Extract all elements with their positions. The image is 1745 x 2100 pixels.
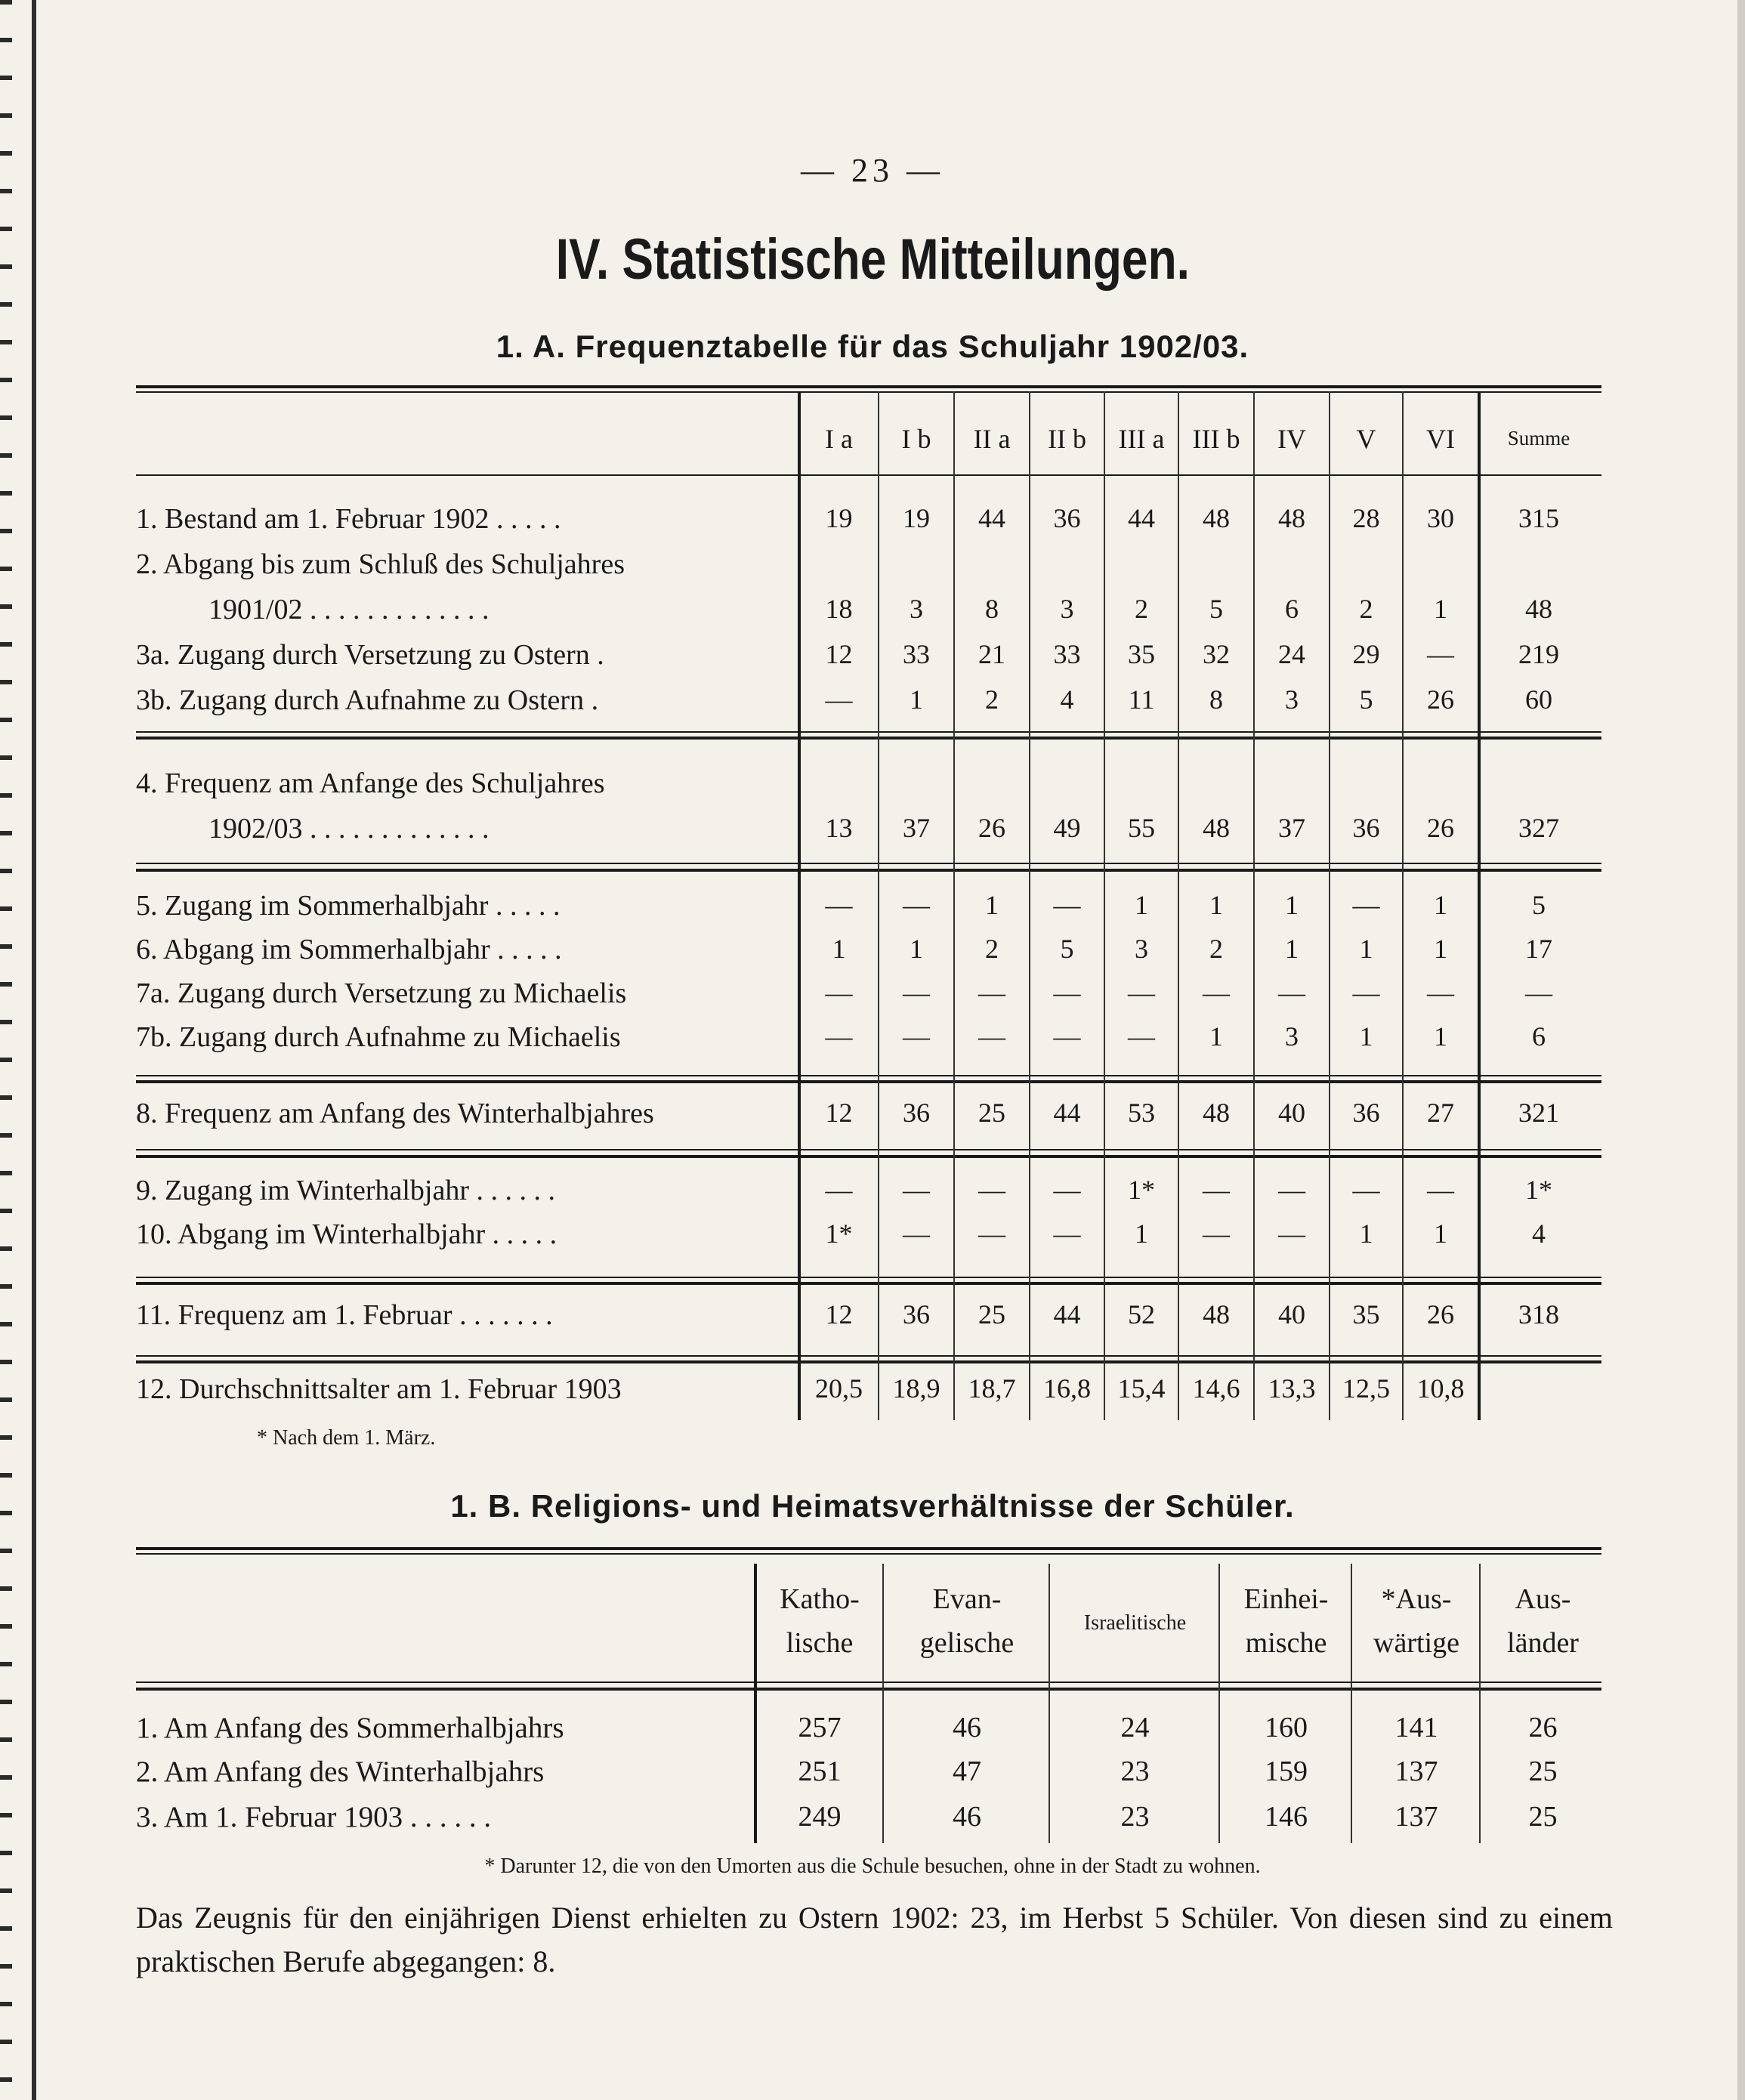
table-a-row-label-cont: 1902/03 . . . . . . . . . . . . .	[208, 813, 490, 845]
table-b-cell: 47	[953, 1756, 981, 1787]
table-a-cell: —	[1053, 1218, 1081, 1249]
table-a-cell: 20,5	[815, 1373, 863, 1404]
table-a-cell: 60	[1525, 684, 1552, 715]
table-a-cell: —	[1203, 977, 1230, 1008]
table-a-col-header: Summe	[1507, 427, 1570, 449]
table-b-cell: 159	[1265, 1756, 1308, 1787]
table-a-row-label: 1. Bestand am 1. Februar 1902 . . . . .	[136, 503, 561, 535]
table-a-cell: 48	[1203, 813, 1230, 843]
table-a-row-label: 4. Frequenz am Anfange des Schuljahres	[136, 767, 605, 799]
table-a-cell: —	[903, 1021, 930, 1052]
table-a-cell: 2	[1359, 594, 1373, 624]
table-a-cell: 1	[1434, 934, 1447, 964]
table-b-cell: 137	[1394, 1756, 1438, 1787]
table-a-rule	[136, 474, 1601, 476]
table-b-cell: 141	[1394, 1712, 1438, 1743]
table-a-rule	[136, 391, 1601, 393]
table-b-col-header: Einhei-	[1243, 1583, 1329, 1615]
table-b-col-header-cont: wärtige	[1373, 1627, 1459, 1659]
table-a-cell: 1	[1359, 1021, 1373, 1052]
table-b-col-header-cont: mische	[1245, 1627, 1327, 1659]
table-a-rule	[136, 1149, 1601, 1150]
table-a-row-label: 3a. Zugang durch Versetzung zu Ostern .	[136, 639, 604, 671]
table-b-cell: 25	[1528, 1756, 1558, 1787]
table-a-cell: 26	[1427, 1299, 1454, 1329]
table-a-cell: 33	[903, 639, 930, 669]
table-a-title: 1. A. Frequenztabelle für das Schuljahr 1902/03.	[496, 329, 1249, 364]
table-a-cell: 29	[1352, 639, 1380, 669]
table-a-cell: 1	[910, 934, 923, 964]
table-a-cell: 44	[1053, 1098, 1081, 1128]
table-a-rule	[136, 385, 1601, 388]
table-a-cell: 5	[1359, 684, 1373, 715]
table-b-cell: 137	[1394, 1801, 1438, 1833]
table-a-cell: 21	[978, 639, 1005, 669]
table-a-cell: 2	[1135, 594, 1148, 624]
table-a-cell: 35	[1128, 639, 1155, 669]
table-a-col-header: VI	[1426, 424, 1455, 454]
table-a-cell: 14,6	[1192, 1373, 1240, 1404]
table-a-cell: 10,8	[1416, 1373, 1465, 1404]
table-a-cell: 2	[985, 934, 999, 964]
table-a-cell: 44	[978, 503, 1005, 533]
table-a-row-label: 6. Abgang im Sommerhalbjahr . . . . .	[136, 934, 562, 965]
table-a-cell: 48	[1278, 503, 1305, 533]
table-a-cell: 2	[985, 684, 999, 715]
table-a-cell: 1	[1209, 890, 1223, 920]
table-a-cell: 19	[903, 503, 930, 533]
table-a-cell: 6	[1532, 1021, 1546, 1052]
table-a-cell: 1	[1209, 1021, 1223, 1052]
table-a-cell: 1	[1359, 1218, 1373, 1249]
table-a-cell: —	[825, 1021, 853, 1052]
table-a-cell: —	[1427, 1175, 1454, 1205]
table-a-cell: —	[1203, 1175, 1230, 1205]
table-a-cell: —	[1352, 1175, 1380, 1205]
table-a-row-label: 7b. Zugang durch Aufnahme zu Michaelis	[136, 1021, 621, 1053]
table-a-cell: 36	[903, 1098, 930, 1128]
table-b-col-header-cont: gelische	[919, 1627, 1015, 1659]
table-b-cell: 23	[1120, 1801, 1150, 1833]
table-a-cell: 318	[1518, 1299, 1559, 1329]
table-a-cell: 32	[1203, 639, 1230, 669]
table-b-cell: 160	[1265, 1712, 1308, 1743]
table-b-col-header-cont: länder	[1507, 1627, 1579, 1659]
table-a-cell: 17	[1525, 934, 1552, 964]
table-a-cell: —	[1053, 1021, 1081, 1052]
table-b-title: 1. B. Religions- und Heimatsverhältnisse der Schüler.	[450, 1488, 1295, 1524]
table-a-cell: 8	[1209, 684, 1223, 715]
table-a-cell: —	[825, 977, 853, 1008]
table-a-cell: 18,7	[968, 1373, 1016, 1404]
table-a-cell: 48	[1525, 594, 1552, 624]
table-a-col-header: V	[1356, 424, 1376, 454]
table-a-cell: —	[903, 890, 930, 920]
table-a-footnote: * Nach dem 1. März.	[257, 1426, 436, 1450]
table-a-cell: 12	[825, 1098, 853, 1128]
table-a-cell: 28	[1352, 503, 1380, 533]
table-a-cell: —	[978, 977, 1005, 1008]
table-b-cell: 23	[1120, 1756, 1150, 1787]
table-a-cell: 1	[1135, 1218, 1148, 1249]
table-b-footnote: * Darunter 12, die von den Umorten aus die Schule besuchen, ohne in der Stadt zu wohnen.	[484, 1854, 1261, 1878]
table-a-cell: 26	[978, 813, 1005, 843]
table-a-cell: —	[825, 890, 853, 920]
table-b-rule	[136, 1682, 1601, 1683]
table-a-cell: 1	[1434, 890, 1447, 920]
table-a-cell: —	[1203, 1218, 1230, 1249]
table-a-row-label: 12. Durchschnittsalter am 1. Februar 1903	[136, 1373, 622, 1405]
table-a-cell: —	[903, 1175, 930, 1205]
table-a-cell: 27	[1427, 1098, 1454, 1128]
table-b-cell: 251	[798, 1756, 842, 1787]
table-a-cell: —	[1278, 1218, 1305, 1249]
table-a-cell: 1	[1359, 934, 1373, 964]
table-b-rule	[136, 1688, 1601, 1691]
table-a-rule	[136, 1282, 1601, 1285]
table-a-cell: 48	[1203, 503, 1230, 533]
table-a-rule	[136, 731, 1601, 733]
table-a-cell: 3	[1135, 934, 1148, 964]
table-a-cell: —	[1053, 977, 1081, 1008]
table-a-cell: 1	[1135, 890, 1148, 920]
table-a-col-header: IV	[1277, 424, 1306, 454]
table-a-cell: 11	[1128, 684, 1155, 715]
table-a-cell: 37	[903, 813, 930, 843]
table-a-cell: 1	[1285, 934, 1299, 964]
table-a-cell: 1	[910, 684, 923, 715]
table-a-rule	[136, 863, 1601, 864]
table-a-rule	[136, 1075, 1601, 1076]
table-a-cell: —	[1352, 977, 1380, 1008]
table-a-col-header: I a	[825, 424, 853, 454]
table-a-cell: —	[1128, 1021, 1155, 1052]
table-a-cell: 1	[985, 890, 999, 920]
table-a-cell: —	[1278, 1175, 1305, 1205]
table-b-cell: 24	[1120, 1712, 1150, 1743]
table-b-row-label: 1. Am Anfang des Sommerhalbjahrs	[136, 1712, 564, 1744]
table-a-cell: 15,4	[1117, 1373, 1166, 1404]
table-a-cell: —	[978, 1175, 1005, 1205]
table-b-cell: 257	[798, 1712, 842, 1743]
table-a-row-label: 8. Frequenz am Anfang des Winterhalbjahres	[136, 1098, 654, 1129]
table-a-cell: 315	[1518, 503, 1559, 533]
table-a-cell: 3	[1285, 684, 1299, 715]
table-b-col-header: Israelitische	[1083, 1611, 1187, 1635]
table-a-cell: 33	[1053, 639, 1081, 669]
table-a-rule	[136, 869, 1601, 872]
table-b-col-header: Aus-	[1515, 1583, 1571, 1615]
table-a-cell: 1	[1285, 890, 1299, 920]
table-a-cell: 219	[1518, 639, 1559, 669]
table-a-col-header: II a	[973, 424, 1011, 454]
table-b-cell: 46	[953, 1801, 981, 1833]
table-a-cell: 8	[985, 594, 999, 624]
table-a-cell: 52	[1128, 1299, 1155, 1329]
table-b-cell: 26	[1528, 1712, 1558, 1743]
table-a-cell: 3	[910, 594, 923, 624]
table-a-cell: 25	[978, 1299, 1005, 1329]
table-b-row-label: 2. Am Anfang des Winterhalbjahrs	[136, 1756, 545, 1788]
table-a-cell: —	[1427, 977, 1454, 1008]
page-right-edge	[1737, 0, 1745, 2100]
table-a-row-label: 2. Abgang bis zum Schluß des Schuljahres	[136, 548, 625, 580]
table-a-cell: —	[1278, 977, 1305, 1008]
table-a-rule	[136, 737, 1601, 740]
table-a-rule	[136, 1277, 1601, 1278]
table-a-cell: 35	[1352, 1299, 1380, 1329]
table-b-col-header: Evan-	[932, 1583, 1002, 1615]
table-a-cell: 1	[832, 934, 846, 964]
table-b-rule	[136, 1553, 1601, 1555]
table-a-cell: 55	[1128, 813, 1155, 843]
table-a-cell: 19	[825, 503, 853, 533]
page-edge-line	[32, 0, 36, 2100]
table-a-cell: 26	[1427, 684, 1454, 715]
table-a-cell: —	[903, 977, 930, 1008]
table-a-cell: 36	[1352, 1098, 1380, 1128]
table-a-col-header: III a	[1118, 424, 1165, 454]
table-a-col-header: I b	[901, 424, 931, 454]
page-number: — 23 —	[801, 152, 944, 189]
table-a-cell: 48	[1203, 1299, 1230, 1329]
page-edge-binding	[0, 0, 12, 2100]
table-a-cell: 18,9	[892, 1373, 940, 1404]
table-a-cell: 49	[1053, 813, 1081, 843]
table-b-col-header: Katho-	[780, 1583, 860, 1615]
table-b-cell: 25	[1528, 1801, 1558, 1833]
table-a-cell: 25	[978, 1098, 1005, 1128]
table-a-cell: 48	[1203, 1098, 1230, 1128]
table-a-cell: 1*	[1525, 1175, 1552, 1205]
table-b-cell: 249	[798, 1801, 842, 1833]
table-a-cell: 24	[1278, 639, 1305, 669]
table-a-cell: 18	[825, 594, 853, 624]
table-a-cell: 3	[1285, 1021, 1299, 1052]
table-a-cell: 44	[1053, 1299, 1081, 1329]
table-a-row-label: 7a. Zugang durch Versetzung zu Michaelis	[136, 977, 627, 1009]
table-a-row-label: 11. Frequenz am 1. Februar . . . . . . .	[136, 1299, 553, 1331]
table-a-rule	[136, 1080, 1601, 1083]
table-a-row-label: 10. Abgang im Winterhalbjahr . . . . .	[136, 1218, 557, 1250]
table-a-cell: 40	[1278, 1299, 1305, 1329]
table-a-cell: 26	[1427, 813, 1454, 843]
table-a-cell: —	[1352, 890, 1380, 920]
table-a-row-label: 9. Zugang im Winterhalbjahr . . . . . .	[136, 1175, 555, 1206]
table-a-cell: 327	[1518, 813, 1559, 843]
table-a-row-label-cont: 1901/02 . . . . . . . . . . . . .	[208, 594, 490, 625]
table-a-cell: 1	[1434, 1021, 1447, 1052]
table-a-cell: —	[825, 684, 853, 715]
table-a-row-label: 3b. Zugang durch Aufnahme zu Ostern .	[136, 684, 599, 716]
table-a-cell: 4	[1060, 684, 1074, 715]
table-a-cell: —	[978, 1021, 1005, 1052]
table-b-row-label: 3. Am 1. Februar 1903 . . . . . .	[136, 1801, 492, 1833]
table-a-col-header: III b	[1192, 424, 1240, 454]
table-a-cell: —	[1525, 977, 1552, 1008]
table-a-cell: 36	[1053, 503, 1081, 533]
table-a-cell: 2	[1209, 934, 1223, 964]
table-a-cell: 37	[1278, 813, 1305, 843]
table-a-cell: 12	[825, 639, 853, 669]
table-a-cell: 5	[1532, 890, 1546, 920]
table-a-cell: 321	[1518, 1098, 1559, 1128]
closing-paragraph: Das Zeugnis für den einjährigen Dienst erhielten zu Ostern 1902: 23, im Herbst 5 Schüler. Von diesen sind zu einem praktischen Berufe abgegangen: 8.	[136, 1901, 1613, 1978]
table-a-cell: —	[1053, 1175, 1081, 1205]
section-heading: IV. Statistische Mitteilungen.	[555, 227, 1190, 292]
table-a-cell: —	[978, 1218, 1005, 1249]
table-a-cell: 36	[903, 1299, 930, 1329]
table-a-cell: 4	[1532, 1218, 1546, 1249]
table-a-cell: 1*	[825, 1218, 853, 1249]
table-a-row-label: 5. Zugang im Sommerhalbjahr . . . . .	[136, 890, 561, 922]
table-a-col-header: II b	[1048, 424, 1086, 454]
table-b-col-header-cont: lische	[786, 1627, 854, 1659]
table-a-cell: 30	[1427, 503, 1454, 533]
table-a-cell: —	[1128, 977, 1155, 1008]
table-a-rule	[136, 1355, 1601, 1357]
table-a-cell: 12	[825, 1299, 853, 1329]
table-a-cell: —	[825, 1175, 853, 1205]
table-a-cell: —	[1427, 639, 1454, 669]
table-a-cell: 1	[1434, 594, 1447, 624]
table-a-cell: —	[903, 1218, 930, 1249]
table-a-cell: 16,8	[1043, 1373, 1091, 1404]
table-a-cell: 5	[1209, 594, 1223, 624]
table-b-col-header: *Aus-	[1381, 1583, 1452, 1615]
table-a-cell: 6	[1285, 594, 1299, 624]
table-b-cell: 146	[1265, 1801, 1308, 1833]
table-a-cell: 13,3	[1268, 1373, 1316, 1404]
table-a-cell: 12,5	[1342, 1373, 1390, 1404]
table-a-cell: 1*	[1128, 1175, 1155, 1205]
table-a-cell: 53	[1128, 1098, 1155, 1128]
table-a-cell: 5	[1060, 934, 1074, 964]
table-a-cell: 40	[1278, 1098, 1305, 1128]
table-a-cell: 1	[1434, 1218, 1447, 1249]
table-a-cell: 36	[1352, 813, 1380, 843]
table-a-cell: 13	[825, 813, 853, 843]
table-a-rule	[136, 1155, 1601, 1158]
table-a-rule	[136, 1360, 1601, 1363]
table-a-cell: 3	[1060, 594, 1074, 624]
table-a-cell: —	[1053, 890, 1081, 920]
table-a-cell: 44	[1128, 503, 1155, 533]
table-b-cell: 46	[953, 1712, 981, 1743]
table-b-rule	[136, 1547, 1601, 1550]
